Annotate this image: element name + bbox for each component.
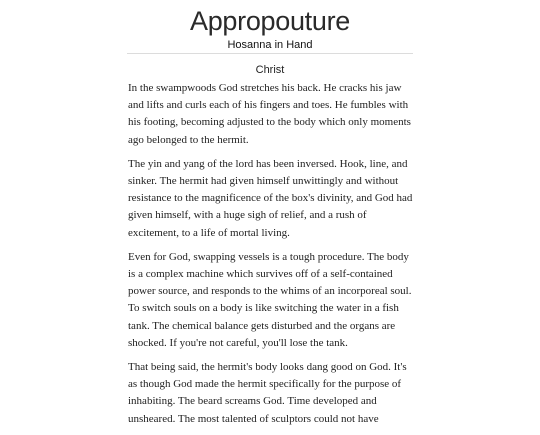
story-paragraph: Even for God, swapping vessels is a tough procedure. The body is a complex machine which survives off of a self-contained power source, and responds to the whims of an incorporeal soul. To switch souls on a body is like switching the water in a fish tank. The chemical balance gets disturbed and the organs are shocked. If you're not careful, you'll lose the tank. xyxy=(128,250,412,349)
story-paragraph: The yin and yang of the lord has been inversed. Hook, line, and sinker. The hermit had given himself unwittingly and without resistance to the magnificence of the box's divinity, and God had given himself, with a huge sigh of relief, and a rush of excitement, to a life of mortal living. xyxy=(128,157,413,239)
story-body xyxy=(128,80,418,435)
story-subtitle: Hosanna in Hand xyxy=(227,39,313,51)
site-title[interactable]: Appropouture xyxy=(189,6,351,36)
header-divider xyxy=(127,53,413,54)
story-paragraph: In the swampwoods God stretches his back. He cracks his jaw and lifts and curls each of his fingers and toes. He fumbles with his footing, becoming adjusted to the body which only moments ago belonged to the hermit. xyxy=(128,82,411,146)
story-paragraph: That being said, the hermit's body looks dang good on God. It's as though God made the hermit specifically for the purpose of inhabiting. The beard screams God. Time developed and unsheared. The most talented of sculptors could not have xyxy=(128,361,407,425)
chapter-title: Christ xyxy=(255,64,285,76)
